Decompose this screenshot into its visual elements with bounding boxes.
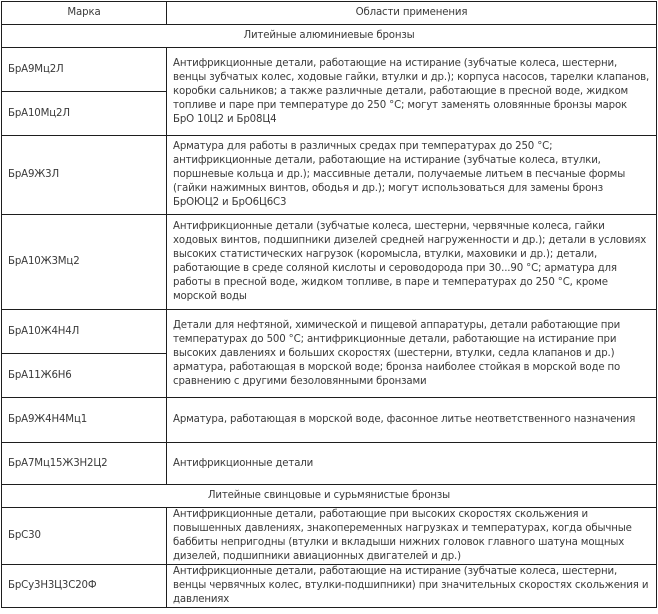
header-row	[2, 2, 657, 25]
grade-cell: БрА10Ж4Н4Л	[2, 310, 167, 354]
grade-cell: БрА7Мц15Ж3Н2Ц2	[2, 443, 167, 485]
grade-cell: БрА11Ж6Н6	[2, 354, 167, 398]
application-cell: Антифрикционные детали, работающие на истирание (зубчатые колеса, шестерни, венцы червячных колес, втулки-подшипники) при значительных скоростях скольжения и давлениях	[167, 565, 657, 608]
application-cell: Антифрикционные детали, работающие при высоких скоростях скольжения и повышенных давлениях, знакопеременных нагрузках и температурах, когда обычные баббиты непригодны (втулки и вкладыши нижних головок главного шатуна мощных дизелей, подшипники авиационных двигателей и др.)	[167, 508, 657, 565]
table-row	[2, 508, 657, 565]
table-row	[2, 565, 657, 608]
bronze-applications-table	[1, 1, 657, 608]
grade-cell: БрСу3Н3Ц3С20Ф	[2, 565, 167, 608]
grade-cell: БрА10Ж3Мц2	[2, 215, 167, 310]
section-title-lead: Литейные свинцовые и сурьмянистые бронзы	[2, 485, 657, 508]
header-grade: Марка	[2, 2, 167, 25]
section-row	[2, 485, 657, 508]
application-cell: Детали для нефтяной, химической и пищевой аппаратуры, детали работающие при температурах до 500 °С; антифрикционные детали, работающие на истирание при высоких давлениях и больших скоростях (шестерни, втулки, седла клапанов и др.) арматура, работающая в морской воде; бронза наиболее стойкая в морской воде по сравнению с другими безоловянными бронзами	[167, 310, 657, 398]
table-row	[2, 398, 657, 443]
application-cell: Антифрикционные детали	[167, 443, 657, 485]
application-cell: Арматура, работающая в морской воде, фасонное литье неответственного назначения	[167, 398, 657, 443]
table-row	[2, 310, 657, 354]
table-row	[2, 48, 657, 92]
grade-cell: БрС30	[2, 508, 167, 565]
grade-cell: БрА10Мц2Л	[2, 92, 167, 136]
table-row	[2, 443, 657, 485]
application-cell: Антифрикционные детали, работающие на истирание (зубчатые колеса, шестерни, венцы зубчатых колес, ходовые гайки, втулки и др.); корпуса насосов, тарелки клапанов, коробки сальников; а также различные детали, работающие в пресной воде, жидком топливе и паре при температуре до 250 °С; могут заменять оловянные бронзы марок БрО 10Ц2 и Бр08Ц4	[167, 48, 657, 136]
grade-cell: БрА9Ж4Н4Мц1	[2, 398, 167, 443]
section-row	[2, 25, 657, 48]
section-title-aluminium: Литейные алюминиевые бронзы	[2, 25, 657, 48]
grade-cell: БрА9Ж3Л	[2, 136, 167, 215]
application-cell: Арматура для работы в различных средах при температурах до 250 °С; антифрикционные детали, работающие на истирание (зубчатые колеса, втулки, поршневые кольца и др.); массивные детали, получаемые литьем в песчаные формы (гайки нажимных винтов, ободья и др.); могут использоваться для замены бронз БрОЮЦ2 и БрО6Ц6С3	[167, 136, 657, 215]
table-row	[2, 215, 657, 310]
table-row	[2, 136, 657, 215]
application-cell: Антифрикционные детали (зубчатые колеса, шестерни, червячные колеса, гайки ходовых винтов, подшипники дизелей средней нагруженности и др.); детали в условиях высоких статистических нагрузок (коромысла, втулки, маховики и др.); детали, работающие в среде соляной кислоты и сероводорода при 30...90 °С; арматура для работы в пресной воде, жидком топливе, в паре и температурах до 250 °С, кроме морской воды	[167, 215, 657, 310]
grade-cell: БрА9Мц2Л	[2, 48, 167, 92]
header-application: Области применения	[167, 2, 657, 25]
